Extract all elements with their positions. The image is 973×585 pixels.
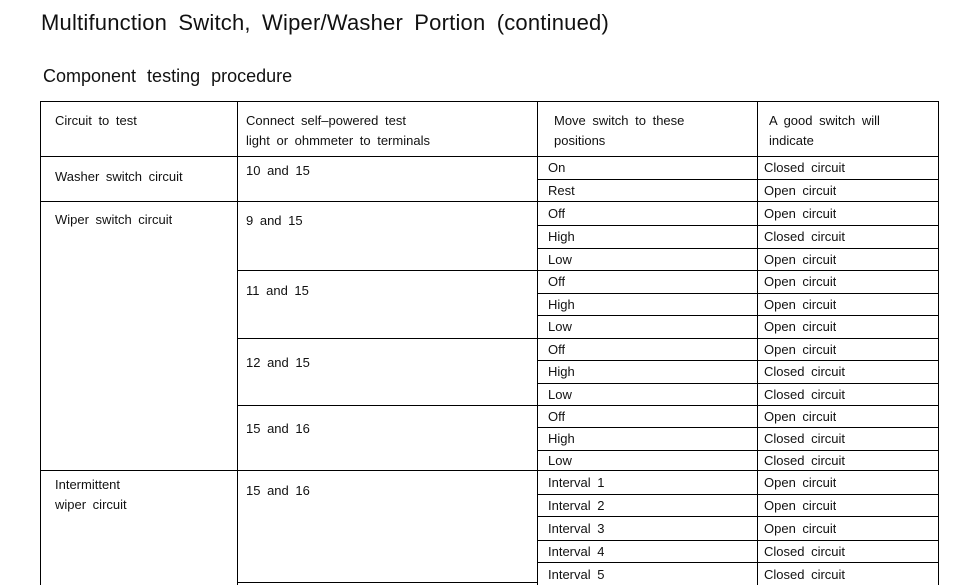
terminals-10-15: 10 and 15 xyxy=(246,163,310,178)
switch-result: Closed circuit xyxy=(764,229,846,244)
row-divider xyxy=(537,293,939,294)
terminals-15-16-second: 15 and 16 xyxy=(246,483,310,498)
row-divider xyxy=(537,360,939,361)
row-divider xyxy=(537,201,939,202)
switch-result: Closed circuit xyxy=(764,386,846,402)
switch-result: Open circuit xyxy=(764,474,837,490)
terminals-12-15: 12 and 15 xyxy=(246,355,310,370)
switch-position: Interval 2 xyxy=(548,497,605,513)
row-divider xyxy=(537,270,939,271)
switch-result: Open circuit xyxy=(764,497,837,513)
row-divider xyxy=(537,450,939,451)
switch-result: Open circuit xyxy=(764,251,837,267)
circuit-wiper: Wiper switch circuit xyxy=(55,212,173,227)
section-title: Component testing procedure xyxy=(43,66,293,86)
column-divider-1 xyxy=(237,102,238,585)
switch-result: Open circuit xyxy=(764,274,837,289)
switch-position: High xyxy=(548,364,575,379)
header-terminals-line2: light or ohmmeter to terminals xyxy=(246,133,430,148)
switch-result: Open circuit xyxy=(764,408,837,424)
switch-position: Low xyxy=(548,319,572,334)
switch-result: Open circuit xyxy=(764,319,837,334)
switch-result: Closed circuit xyxy=(764,160,846,175)
terminals-15-16-first: 15 and 16 xyxy=(246,421,310,436)
switch-position: Off xyxy=(548,408,566,424)
row-divider xyxy=(537,248,939,249)
group-divider-intermittent xyxy=(237,582,537,583)
switch-result: Open circuit xyxy=(764,296,837,312)
page-title: Multifunction Switch, Wiper/Washer Portion (continued) xyxy=(41,10,609,35)
switch-result: Open circuit xyxy=(764,341,837,357)
switch-result: Open circuit xyxy=(764,182,837,198)
row-divider xyxy=(537,338,939,339)
header-indicate-line1: A good switch will xyxy=(769,113,880,128)
row-divider xyxy=(537,427,939,428)
switch-position: Off xyxy=(548,341,566,357)
header-terminals-line1: Connect self–powered test xyxy=(246,113,406,128)
switch-position: Low xyxy=(548,452,572,468)
switch-position: Interval 1 xyxy=(548,474,605,490)
row-divider xyxy=(537,315,939,316)
row-divider xyxy=(537,179,939,180)
circuit-intermittent-line1: Intermittent xyxy=(55,477,121,492)
switch-position: Interval 5 xyxy=(548,566,605,582)
testing-procedure-table xyxy=(40,101,939,585)
switch-position: Interval 4 xyxy=(548,543,605,559)
switch-result: Open circuit xyxy=(764,205,837,221)
switch-result: Open circuit xyxy=(764,520,837,536)
switch-position: Low xyxy=(548,251,572,267)
switch-result: Closed circuit xyxy=(764,543,846,559)
terminals-11-15: 11 and 15 xyxy=(246,283,309,298)
row-divider xyxy=(537,405,939,406)
terminals-9-15: 9 and 15 xyxy=(246,213,303,228)
header-positions-line1: Move switch to these xyxy=(554,113,685,128)
header-indicate-line2: indicate xyxy=(769,133,814,148)
column-divider-2 xyxy=(537,102,538,585)
switch-position: Off xyxy=(548,205,566,221)
switch-position: On xyxy=(548,160,566,175)
row-divider xyxy=(537,383,939,384)
switch-position: Rest xyxy=(548,182,575,198)
switch-position: High xyxy=(548,431,575,446)
switch-position: Off xyxy=(548,274,566,289)
switch-position: High xyxy=(548,296,575,312)
switch-result: Closed circuit xyxy=(764,566,846,582)
header-circuit-to-test: Circuit to test xyxy=(55,113,137,128)
switch-result: Closed circuit xyxy=(764,452,846,468)
circuit-washer: Washer switch circuit xyxy=(55,169,183,184)
switch-result: Closed circuit xyxy=(764,364,846,379)
header-positions-line2: positions xyxy=(554,133,606,148)
row-divider xyxy=(537,225,939,226)
switch-position: High xyxy=(548,229,575,244)
switch-result: Closed circuit xyxy=(764,431,846,446)
circuit-intermittent-line2: wiper circuit xyxy=(55,497,127,512)
column-divider-3 xyxy=(757,102,758,585)
switch-position: Low xyxy=(548,386,572,402)
switch-position: Interval 3 xyxy=(548,520,605,536)
